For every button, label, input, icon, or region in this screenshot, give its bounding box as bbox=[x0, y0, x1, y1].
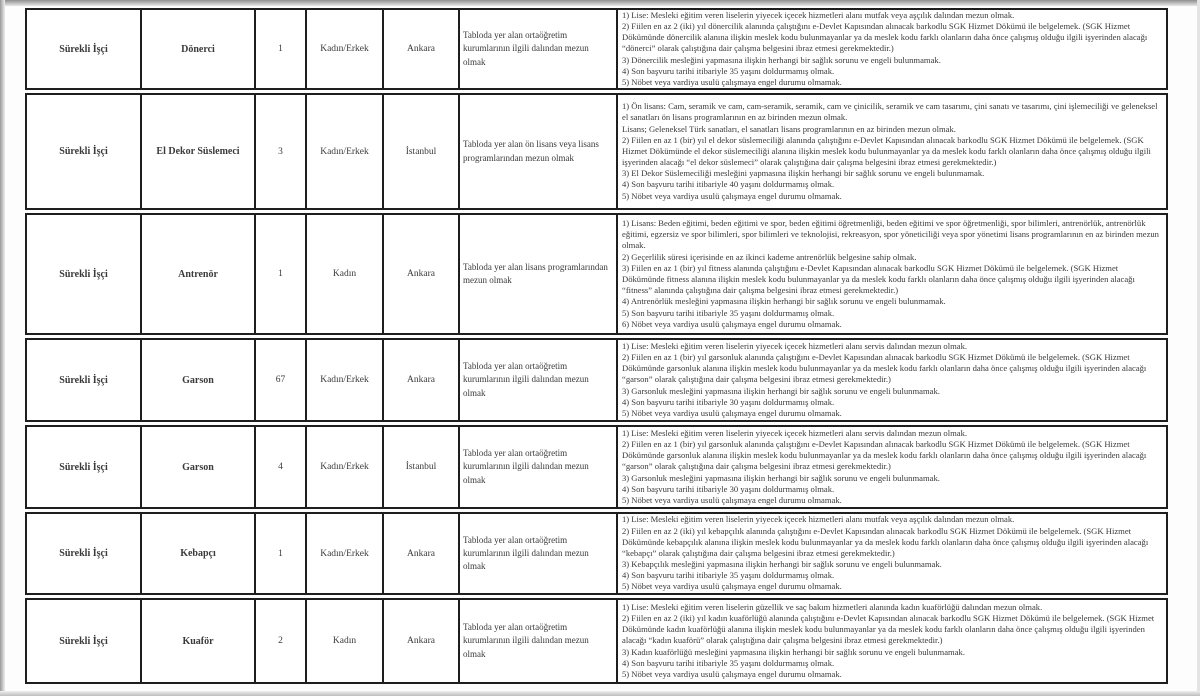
gender-cell: Kadın/Erkek bbox=[305, 340, 382, 420]
requirements-cell bbox=[616, 95, 1166, 208]
status-cell: Sürekli İşçi bbox=[59, 548, 108, 559]
requirement-line: 4) Son başvuru tarihi itibariyle 35 yaşını doldurmamış olmak. bbox=[622, 65, 835, 76]
requirement-line: 4) Son başvuru tarihi itibariyle 40 yaşını doldurmamış olmak. bbox=[622, 179, 835, 190]
status-cell: Sürekli İşçi bbox=[59, 374, 108, 386]
city-cell: Ankara bbox=[382, 514, 458, 593]
requirements-cell bbox=[616, 215, 1166, 333]
count-cell: 2 bbox=[254, 600, 305, 682]
gender-cell: Kadın bbox=[305, 600, 382, 682]
requirement-line: 2) Fiilen en az 2 (iki) yıl kebapçılık alanında çalıştığını e-Devlet Kapısından alınacak barkodlu SGK Hizmet Dökümü ile belgelemek. (SGK Hizmet Dökümünde kebapçılık alanına ilişkin meslek kodu bulunmayanlar ya da meslek kodu farklı olanların daha önce çalışmış olduğu ilgili işyerinden alacağı “kebapçı” olarak çalıştığına dair çalışma belgesini ibraz etmesi gerekmektedir.) bbox=[622, 525, 1149, 558]
count-cell: 1 bbox=[254, 514, 305, 593]
status-cell: Sürekli İşçi bbox=[59, 268, 108, 280]
requirement-line: 4) Son başvuru tarihi itibariyle 30 yaşını doldurmamış olmak. bbox=[622, 396, 835, 407]
count-cell: 3 bbox=[254, 95, 305, 208]
requirement-line: 3) Garsonluk mesleğini yapmasına ilişkin herhangi bir sağlık sorunu ve engeli bulunmamak. bbox=[622, 472, 940, 483]
table-row-antrenor bbox=[25, 213, 1168, 335]
table-row-kuafor bbox=[25, 598, 1168, 684]
position-cell: Garson bbox=[140, 340, 254, 420]
requirement-line: 5) Nöbet veya vardiya usulü çalışmaya engel durumu olmamak. bbox=[622, 76, 842, 87]
education-cell: Tabloda yer alan ortaöğretim kurumlarının ilgili dalından mezun olmak bbox=[458, 427, 616, 507]
requirements-cell bbox=[616, 340, 1166, 420]
requirement-line: 5) Son başvuru tarihi itibariyle 35 yaşını doldurmamış olmak. bbox=[622, 307, 835, 318]
requirement-line: 1) Lise: Mesleki eğitim veren liselerin yiyecek içecek hizmetleri alanı servis dalından mezun olmak. bbox=[622, 340, 968, 351]
requirement-line: 4) Antrenörlük mesleğini yapmasına ilişkin herhangi bir sağlık sorunu ve engeli bulunmamak. bbox=[622, 296, 946, 307]
city-cell: İstanbul bbox=[382, 427, 458, 507]
education-cell: Tabloda yer alan ortaöğretim kurumlarının ilgili dalından mezun olmak bbox=[458, 340, 616, 420]
requirements-cell bbox=[616, 10, 1166, 88]
page-edge-top bbox=[0, 0, 1200, 6]
position-cell: Garson bbox=[140, 427, 254, 507]
requirement-line: 5) Nöbet veya vardiya usulü çalışmaya engel durumu olmamak. bbox=[622, 190, 842, 201]
position-cell: El Dekor Süslemeci bbox=[140, 95, 254, 208]
requirement-line: 1) Lise: Mesleki eğitim veren liselerin güzellik ve saç bakım hizmetleri alanında kadın kuaförlüğü dalından mezun olmak. bbox=[622, 601, 1043, 612]
status-cell: Sürekli İşçi bbox=[59, 461, 108, 473]
requirements-cell bbox=[616, 514, 1166, 593]
requirement-line: 1) Lise: Mesleki eğitim veren liselerin yiyecek içecek hizmetleri alanı servis dalından mezun olmak. bbox=[622, 427, 968, 438]
table-row-garson-ankara bbox=[25, 338, 1168, 422]
gender-cell: Kadın/Erkek bbox=[305, 427, 382, 507]
requirement-line: 4) Son başvuru tarihi itibariyle 35 yaşını doldurmamış olmak. bbox=[622, 657, 835, 668]
position-cell: Dönerci bbox=[140, 10, 254, 88]
requirement-line: 1) Ön lisans: Cam, seramik ve cam, cam-seramik, seramik, cam ve çinicilik, seramik ve cam tasarımı, çini sanatı ve tasarımı, çini işlemeciliği ve geleneksel el sanatları ön lisans programlarının en az birinden mezun olmak. bbox=[622, 101, 1158, 123]
requirement-line: 3) Dönercilik mesleğini yapmasına ilişkin herhangi bir sağlık sorunu ve engeli bulunmamak. bbox=[622, 54, 941, 65]
requirement-line: 2) Fiilen en az 1 (bir) yıl garsonluk alanında çalıştığını e-Devlet Kapısından alınacak barkodlu SGK Hizmet Dökümü ile belgelemek. (SGK Hizmet Dökümünde garsonluk alanına ilişkin meslek kodu bulunmayanlar ya da meslek kodu farklı olanların daha önce çalışmış olduğu ilgili işyerinden alacağı “garson” olarak çalıştığına dair çalışma belgesini ibraz etmesi gerekmektedir.) bbox=[622, 352, 1147, 385]
requirement-line: 2) Geçerlilik süresi içerisinde en az ikinci kademe antrenörlük belgesine sahip olmak. bbox=[622, 251, 917, 262]
table-row-garson-istanbul bbox=[25, 425, 1168, 509]
count-cell: 4 bbox=[254, 427, 305, 507]
requirement-line: 2) Fiilen en az 1 (bir) yıl el dekor süslemeciliği alanında çalıştığını e-Devlet Kapısından alınacak barkodlu SGK Hizmet Dökümü ile belgelemek. (SGK Hizmet Dökümünde el dekor süslemeciliği alanına ilişkin meslek kodu bulunmayanlar ya da meslek kodu farklı olanların daha önce çalışmış olduğu ilgili işyerinden alacağı “el dekor süslemeci” olarak çalıştığına dair çalışma belgesini ibraz etmesi gerekmektedir.) bbox=[622, 134, 1151, 168]
job-postings-table bbox=[25, 8, 1168, 684]
education-cell: Tabloda yer alan ortaöğretim kurumlarının ilgili dalından mezun olmak bbox=[458, 514, 616, 593]
requirement-line: 3) Fiilen en az 1 (bir) yıl fitness alanında çalıştığını e-Devlet Kapısından alınacak barkodlu SGK Hizmet Dökümü ile belgelemek. (SGK Hizmet Dökümünde fitness alanına ilişkin meslek kodu bulunmayanlar ya da meslek kodu farklı olanların daha önce çalışmış olduğu ilgili işyerinden alacağı “fitness” alanında çalıştığına dair çalışma belgesini ibraz etmesi gerekmektedir.) bbox=[622, 262, 1135, 296]
city-cell: Ankara bbox=[382, 340, 458, 420]
requirement-line: 3) Garsonluk mesleğini yapmasına ilişkin herhangi bir sağlık sorunu ve engeli bulunmamak. bbox=[622, 385, 940, 396]
requirement-line: 2) Fiilen en az 2 (iki) yıl kadın kuaförlüğü alanında çalıştığını e-Devlet Kapısından alınacak barkodlu SGK Hizmet Dökümü ile belgelemek. (SGK Hizmet Dökümünde kadın kuaförlüğü alanına ilişkin meslek kodu bulunmayanlar ya da meslek kodu farklı olanların daha önce çalışmış olduğu ilgili işyerinden alacağı “kadın kuaförü” olarak çalıştığına dair çalışma belgesini ibraz etmesi gerekmektedir.) bbox=[622, 613, 1155, 646]
requirement-line: 1) Lisans: Beden eğitimi, beden eğitimi ve spor, beden eğitimi öğretmenliği, beden eğitimi ve spor öğretmenliği, spor bilimleri, antrenörlük, antrenörlük eğitimi, egzersiz ve spor bilimleri, spor bilimleri ve teknolojisi, rekreasyon, spor yöneticiliği veya spor yönetimi lisans programlarının en az birinden mezun olmak. bbox=[622, 218, 1159, 251]
status-cell: Sürekli İşçi bbox=[59, 146, 108, 157]
position-cell: Kuaför bbox=[140, 600, 254, 682]
gender-cell: Kadın bbox=[305, 215, 382, 333]
page-edge-left bbox=[0, 0, 5, 696]
requirement-line: 6) Nöbet veya vardiya usulü çalışmaya engel durumu olmamak. bbox=[622, 318, 842, 329]
gender-cell: Kadın/Erkek bbox=[305, 10, 382, 88]
education-cell: Tabloda yer alan ön lisans veya lisans programlarından mezun olmak bbox=[458, 95, 616, 208]
position-cell: Antrenör bbox=[140, 215, 254, 333]
requirements-cell bbox=[616, 600, 1166, 682]
status-cell: Sürekli İşçi bbox=[59, 635, 108, 647]
table-row-donerci bbox=[25, 8, 1168, 90]
education-cell: Tabloda yer alan ortaöğretim kurumlarının ilgili dalından mezun olmak bbox=[458, 600, 616, 682]
requirement-line: 3) El Dekor Süslemeciliği mesleğini yapmasına ilişkin herhangi bir sağlık sorunu ve engeli bulunmamak. bbox=[622, 168, 985, 179]
requirement-line: 1) Lise: Mesleki eğitim veren liselerin yiyecek içecek hizmetleri alanı mutfak veya aşçılık dalından mezun olmak. bbox=[622, 10, 1015, 20]
requirement-line: 4) Son başvuru tarihi itibariyle 35 yaşını doldurmamış olmak. bbox=[622, 570, 835, 581]
count-cell: 67 bbox=[254, 340, 305, 420]
page-edge-bottom bbox=[0, 691, 1200, 696]
requirement-line: 3) Kadın kuaförlüğü mesleğini yapmasına ilişkin herhangi bir sağlık sorunu ve engeli bulunmamak. bbox=[622, 646, 965, 657]
education-cell: Tabloda yer alan lisans programlarından mezun olmak bbox=[458, 215, 616, 333]
city-cell: İstanbul bbox=[382, 95, 458, 208]
requirement-line: 2) Fiilen en az 2 (iki) yıl dönercilik alanında çalıştığını e-Devlet Kapısından alınacak barkodlu SGK Hizmet Dökümü ile belgelemek. (SGK Hizmet Dökümünde dönercilik alanına ilişkin meslek kodu bulunmayanlar ya da meslek kodu farklı olanların daha önce çalışmış olduğu ilgili işyerinden alacağı “dönerci” olarak çalıştığına dair çalışma belgesini ibraz etmesi gerekmektedir.) bbox=[622, 21, 1148, 54]
requirement-line: 5) Nöbet veya vardiya usulü çalışmaya engel durumu olmamak. bbox=[622, 494, 842, 505]
status-cell: Sürekli İşçi bbox=[59, 43, 108, 55]
requirement-line: 4) Son başvuru tarihi itibariyle 30 yaşını doldurmamış olmak. bbox=[622, 483, 835, 494]
city-cell: Ankara bbox=[382, 600, 458, 682]
count-cell: 1 bbox=[254, 10, 305, 88]
count-cell: 1 bbox=[254, 215, 305, 333]
requirement-line: 5) Nöbet veya vardiya usulü çalışmaya engel durumu olmamak. bbox=[622, 407, 842, 418]
education-cell: Tabloda yer alan ortaöğretim kurumlarının ilgili dalından mezun olmak bbox=[458, 10, 616, 88]
city-cell: Ankara bbox=[382, 10, 458, 88]
requirement-line: 3) Kebapçılık mesleğini yapmasına ilişkin herhangi bir sağlık sorunu ve engeli bulunmamak. bbox=[622, 559, 942, 570]
gender-cell: Kadın/Erkek bbox=[305, 95, 382, 208]
gender-cell: Kadın/Erkek bbox=[305, 514, 382, 593]
position-cell: Kebapçı bbox=[140, 514, 254, 593]
table-row-kebapci bbox=[25, 512, 1168, 595]
table-row-el-dekor-suslemeci bbox=[25, 93, 1168, 210]
requirements-cell bbox=[616, 427, 1166, 507]
requirement-line: 5) Nöbet veya vardiya usulü çalışmaya engel durumu olmamak. bbox=[622, 581, 842, 592]
city-cell: Ankara bbox=[382, 215, 458, 333]
requirement-line: 2) Fiilen en az 1 (bir) yıl garsonluk alanında çalıştığını e-Devlet Kapısından alınacak barkodlu SGK Hizmet Dökümü ile belgelemek. (SGK Hizmet Dökümünde garsonluk alanına ilişkin meslek kodu bulunmayanlar ya da meslek kodu farklı olanların daha önce çalışmış olduğu ilgili işyerinden alacağı “garson” olarak çalıştığına dair çalışma belgesini ibraz etmesi gerekmektedir.) bbox=[622, 439, 1147, 472]
requirement-line: 1) Lise: Mesleki eğitim veren liselerin yiyecek içecek hizmetleri alanı mutfak veya aşçılık dalından mezun olmak. bbox=[622, 514, 1015, 525]
requirement-line: 5) Nöbet veya vardiya usulü çalışmaya engel durumu olmamak. bbox=[622, 668, 842, 679]
requirement-line: Lisans; Geleneksel Türk sanatları, el sanatları lisans programlarının en az birinden mezun olmak. bbox=[622, 123, 956, 134]
